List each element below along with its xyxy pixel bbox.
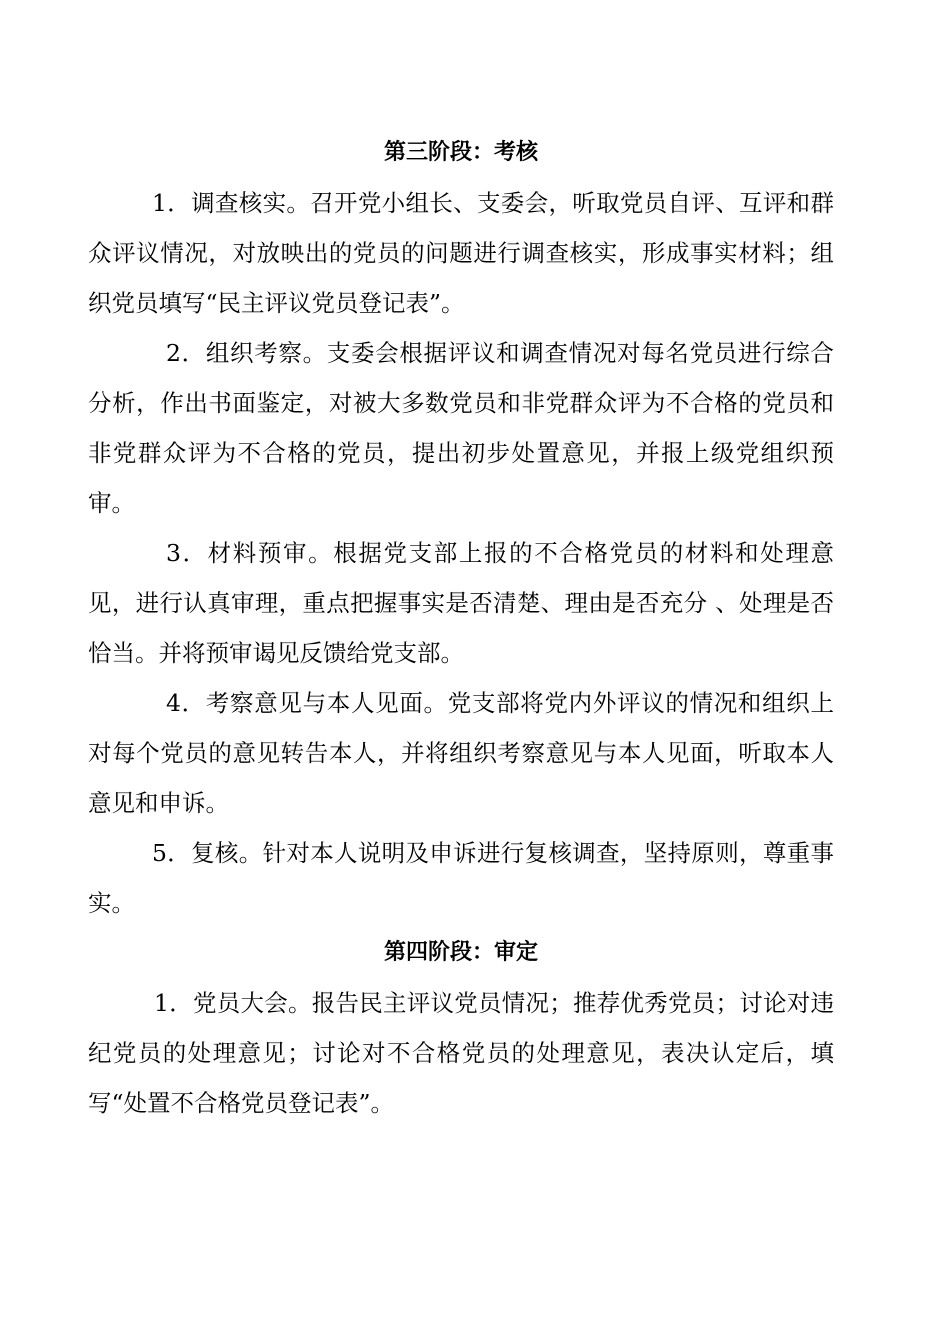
paragraph-opinion-meeting: 4．考察意见与本人见面。党支部将党内外评议的情况和组织上对每个党员的意见转告本人，并将组织考察意见与本人见面，听取本人意见和申诉。 bbox=[88, 689, 834, 817]
section-heading-approval: 第四阶段：审定 bbox=[383, 940, 538, 965]
paragraph-investigation: 1．调查核实。召开党小组长、支委会，听取党员自评、互评和群众评议情况，对放映出的党员的问题进行调查核实，形成事实材料；组织党员填写“民主评议党员登记表”。 bbox=[88, 189, 834, 317]
paragraph-party-congress: 1．党员大会。报告民主评议党员情况；推荐优秀党员；讨论对违纪党员的处理意见；讨论对不合格党员的处理意见，表决认定后，填写“处置不合格党员登记表”。 bbox=[88, 989, 834, 1117]
document-page bbox=[88, 128, 834, 1128]
paragraph-recheck: 5．复核。针对本人说明及申诉进行复核调查，坚持原则，尊重事实。 bbox=[88, 839, 834, 917]
paragraph-material-pre-review: 3．材料预审。根据党支部上报的不合格党员的材料和处理意见，进行认真审理，重点把握事实是否清楚、理由是否充分 、处理是否恰当。并将预审谒见反馈给党支部。 bbox=[88, 539, 834, 667]
section-heading-assessment: 第三阶段：考核 bbox=[383, 140, 538, 165]
paragraph-organizational-review: 2．组织考察。支委会根据评议和调查情况对每名党员进行综合分析，作出书面鉴定，对被大多数党员和非党群众评为不合格的党员和非党群众评为不合格的党员，提出初步处置意见，并报上级党组织预审。 bbox=[88, 339, 834, 517]
